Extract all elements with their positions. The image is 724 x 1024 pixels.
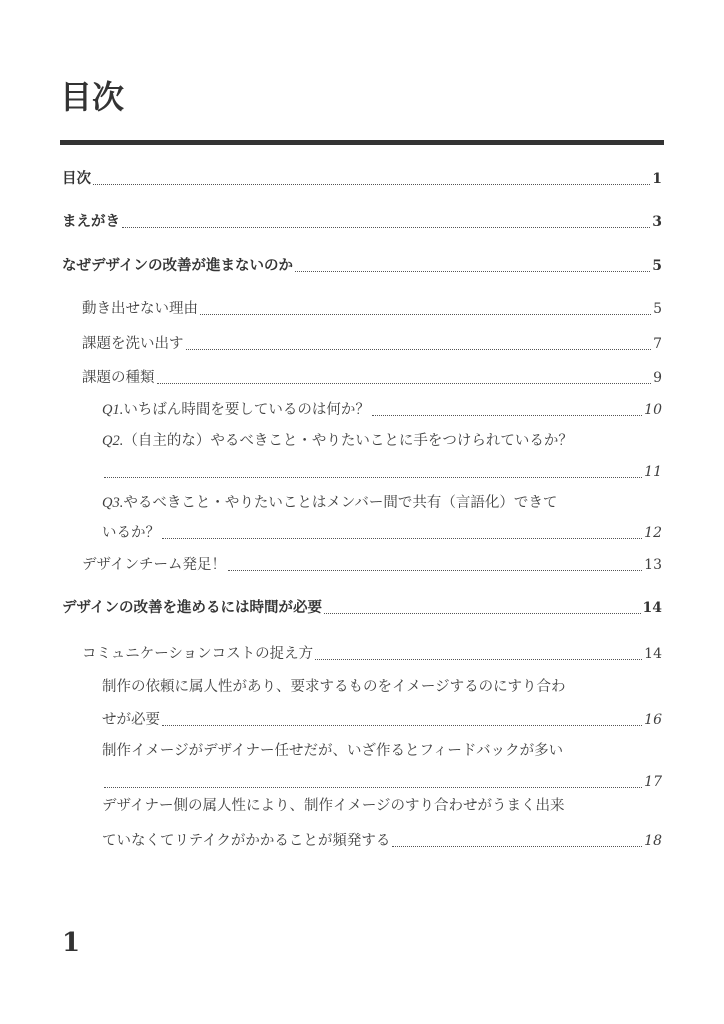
toc-page-number: 14: [642, 600, 662, 616]
toc-entry-continuation[interactable]: [102, 522, 662, 544]
toc-entry-label: やるべきこと・やりたいことはメンバー間で共有（言語化）できて: [123, 495, 558, 511]
toc-page-number: 18: [644, 833, 662, 849]
toc-page-number: 5: [652, 258, 662, 274]
dot-leader: [324, 613, 641, 614]
dot-leader: [372, 415, 642, 416]
toc-entry[interactable]: [82, 367, 662, 389]
toc-entry[interactable]: [82, 554, 662, 576]
toc-page-number: 5: [653, 301, 662, 317]
toc-entry[interactable]: [102, 676, 662, 698]
toc-entry-label-line2: いるか？: [102, 525, 160, 541]
toc-entry-label: 課題の種類: [82, 370, 155, 386]
toc-entry[interactable]: [82, 643, 662, 665]
question-prefix: Q3.: [102, 495, 124, 511]
toc-entry-continuation[interactable]: [102, 709, 662, 731]
dot-leader: [162, 538, 642, 539]
toc-entry[interactable]: [62, 168, 662, 190]
dot-leader: [162, 725, 642, 726]
toc-page-number: 7: [653, 336, 662, 352]
toc-entry-label: コミュニケーションコストの捉え方: [82, 646, 314, 662]
dot-leader: [295, 271, 650, 272]
toc-entry-label: デザイナー側の属人性により、制作イメージのすり合わせがうまく出来: [102, 798, 565, 814]
toc-entry-label: 動き出せない理由: [82, 301, 198, 317]
toc-entry[interactable]: [62, 597, 662, 619]
dot-leader: [157, 383, 652, 384]
dot-leader: [104, 787, 642, 788]
toc-entry[interactable]: [82, 333, 662, 355]
dot-leader: [186, 349, 652, 350]
toc-entry[interactable]: [62, 211, 662, 233]
page-number: 1: [62, 928, 81, 958]
toc-entry-label-line2: ていなくてリテイクがかかることが頻発する: [102, 833, 391, 849]
toc-page-number: 10: [644, 402, 662, 418]
toc-entry[interactable]: [102, 795, 662, 817]
question-prefix: Q2.: [102, 433, 124, 449]
dot-leader: [93, 184, 650, 185]
toc-entry[interactable]: [102, 740, 662, 762]
toc-entry[interactable]: [82, 298, 662, 320]
toc-entry-continuation[interactable]: [102, 461, 662, 483]
toc-entry-label: いちばん時間を要しているのは何か？: [123, 402, 370, 418]
dot-leader: [315, 659, 642, 660]
toc-entry[interactable]: [102, 399, 662, 421]
toc-entry-label: （自主的な）やるべきこと・やりたいことに手をつけられているか？: [123, 433, 573, 449]
toc-page-number: 12: [644, 525, 662, 541]
toc-page-number: 9: [653, 370, 662, 386]
title-divider: [60, 140, 664, 145]
toc-entry[interactable]: [102, 492, 662, 514]
toc-entry-label: デザインチーム発足！: [82, 557, 226, 573]
toc-page-number: 13: [644, 557, 662, 573]
page-title: 目次: [60, 78, 125, 116]
toc-entry-label: 目次: [62, 171, 91, 187]
dot-leader: [122, 227, 650, 228]
toc-entry[interactable]: [102, 430, 662, 452]
toc-entry-continuation[interactable]: [102, 830, 662, 852]
toc-page-number: 17: [644, 774, 662, 790]
dot-leader: [228, 570, 642, 571]
toc-entry-continuation[interactable]: [102, 771, 662, 793]
toc-entry[interactable]: [62, 255, 662, 277]
toc-entry-label: 制作の依頼に属人性があり、要求するものをイメージするのにすり合わ: [102, 679, 566, 695]
toc-entry-label-line2: せが必要: [102, 712, 160, 728]
dot-leader: [392, 846, 642, 847]
toc-entry-label: 制作イメージがデザイナー任せだが、いざ作るとフィードバックが多い: [102, 743, 564, 759]
toc-page-number: 11: [644, 464, 662, 480]
dot-leader: [104, 477, 642, 478]
dot-leader: [200, 314, 651, 315]
toc-entry-label: まえがき: [62, 214, 120, 230]
toc-entry-label: なぜデザインの改善が進まないのか: [62, 258, 293, 274]
toc-entry-label: 課題を洗い出す: [82, 336, 184, 352]
toc-page-number: 14: [644, 646, 662, 662]
toc-entry-label: デザインの改善を進めるには時間が必要: [62, 600, 322, 616]
question-prefix: Q1.: [102, 402, 124, 418]
toc-page-number: 1: [652, 171, 662, 187]
toc-page-number: 3: [652, 214, 662, 230]
toc-page-number: 16: [644, 712, 662, 728]
